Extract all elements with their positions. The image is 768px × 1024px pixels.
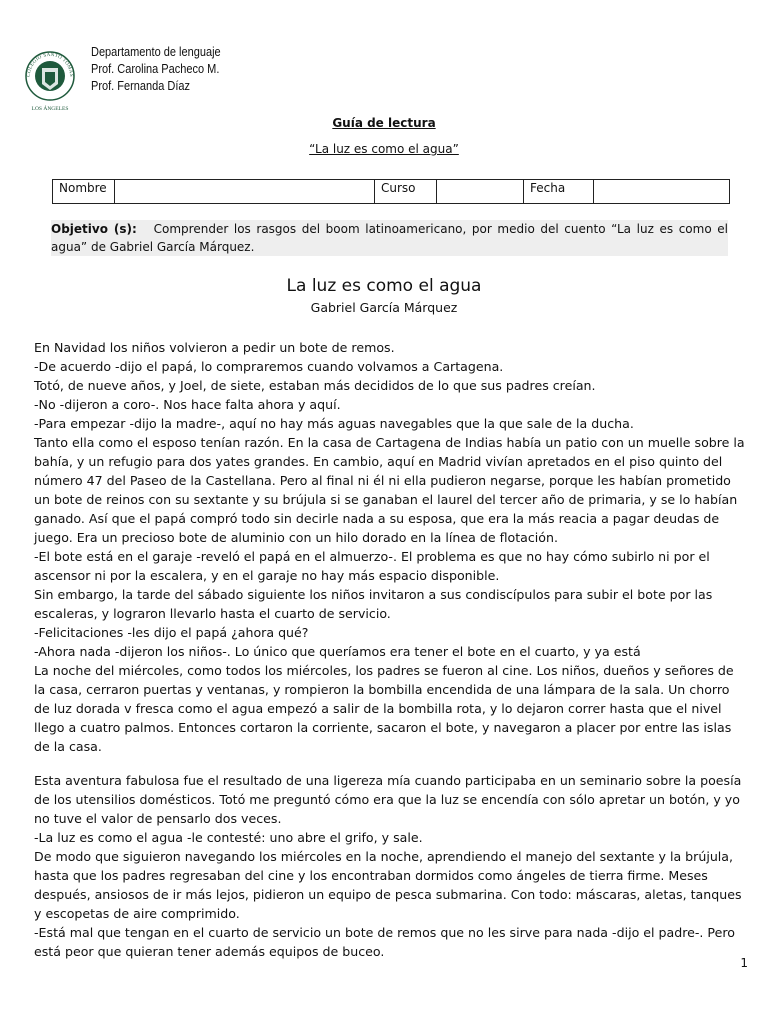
date-field[interactable] xyxy=(594,180,730,204)
story-paragraph: -La luz es como el agua -le contesté: uno abre el grifo, y sale. xyxy=(34,830,423,845)
story-body xyxy=(34,338,746,961)
page-number: 1 xyxy=(740,956,748,970)
name-field[interactable] xyxy=(115,180,375,204)
story-paragraph: La noche del miércoles, como todos los miércoles, los padres se fueron al cine. Los niños, dueños y señores de la casa, cerraron puertas y ventanas, y rompieron la bombilla encendida de una lámpara de la sala. Un chorro de luz dorada v fresca como el agua empezó a salir de la bombilla rota, y lo dejaron correr hasta que el nivel llego a cuatro palmos. Entonces cortaron la corriente, sacaron el bote, y navegaron a placer por entre las islas de la casa. xyxy=(34,663,734,754)
story-title: La luz es como el agua xyxy=(286,276,482,296)
story-paragraph: -El bote está en el garaje -reveló el papá en el almuerzo-. El problema es que no hay cómo subirlo ni por el ascensor ni por la escalera, y en el garaje no hay más espacio disponible. xyxy=(34,549,710,583)
story-paragraph: Sin embargo, la tarde del sábado siguiente los niños invitaron a sus condiscípulos para subir el bote por las escaleras, y lograron llevarlo hasta el cuarto de servicio. xyxy=(34,587,713,621)
logo-city-text: LOS ÁNGELES xyxy=(31,106,69,112)
story-paragraph: -Ahora nada -dijeron los niños-. Lo único que queríamos era tener el bote en el cuarto, y ya está xyxy=(34,644,641,659)
story-paragraph: -Para empezar -dijo la madre-, aquí no hay más aguas navegables que la que sale de la ducha. xyxy=(34,416,634,431)
story-paragraph: En Navidad los niños volvieron a pedir un bote de remos. xyxy=(34,340,395,355)
document-header xyxy=(91,44,221,95)
department-name: Departamento de lenguaje xyxy=(91,45,221,59)
paragraph-gap xyxy=(34,756,746,771)
story-author: Gabriel García Márquez xyxy=(310,300,458,315)
story-paragraph: Tanto ella como el esposo tenían razón. En la casa de Cartagena de Indias había un patio con un muelle sobre la bahía, y un refugio para dos yates grandes. En cambio, aquí en Madrid vivían apretados en el piso quinto del número 47 del Paseo de la Castellana. Pero al final ni él ni ella pudieron negarse, porque les habían prometido un bote de reinos con su sextante y su brújula si se ganaban el laurel del tercer año de primaria, y se lo habían ganado. Así que el papá compró todo sin decirle nada a su esposa, que era la más reacia a pagar deudas de juego. Era un precioso bote de aluminio con un hilo dorado en la línea de flotación. xyxy=(34,435,745,545)
story-paragraph: Totó, de nueve años, y Joel, de siete, estaban más decididos de lo que sus padres creían. xyxy=(34,378,596,393)
story-paragraph: Esta aventura fabulosa fue el resultado de una ligereza mía cuando participaba en un seminario sobre la poesía de los utensilios domésticos. Totó me preguntó cómo era que la luz se encendía con sólo apretar un botón, y yo no tuve el valor de pensarlo dos veces. xyxy=(34,773,742,826)
school-logo xyxy=(22,46,78,116)
course-label: Curso xyxy=(375,180,437,204)
date-label: Fecha xyxy=(524,180,594,204)
guide-story-title: “La luz es como el agua” xyxy=(309,142,459,156)
teacher-name-2: Prof. Fernanda Díaz xyxy=(91,79,191,93)
story-paragraph: -Felicitaciones -les dijo el papá ¿ahora qué? xyxy=(34,625,309,640)
teacher-name-1: Prof. Carolina Pacheco M. xyxy=(91,62,220,76)
story-paragraph: -De acuerdo -dijo el papá, lo compraremos cuando volvamos a Cartagena. xyxy=(34,359,504,374)
student-info-table xyxy=(52,179,730,204)
objective-box: Objetivo (s): Comprender los rasgos del boom latinoamericano, por medio del cuento “La luz es como el agua” de Gabriel García Márquez. xyxy=(51,222,728,254)
objective-label: Objetivo (s) xyxy=(51,222,133,236)
story-paragraph: -Está mal que tengan en el cuarto de servicio un bote de remos que no les sirve para nada -dijo el padre-. Pero está peor que quieran tener además equipos de buceo. xyxy=(34,925,735,959)
guide-label: Guía de lectura xyxy=(332,116,436,130)
objective-text: Comprender los rasgos del boom latinoamericano, por medio del cuento “La luz es como el agua” de Gabriel García Márquez. xyxy=(51,222,728,254)
story-paragraph: De modo que siguieron navegando los miércoles en la noche, aprendiendo el manejo del sextante y la brújula, hasta que los padres regresaban del cine y los encontraban dormidos como ángeles de tierra firme. Meses después, ansiosos de ir más lejos, pidieron un equipo de pesca submarina. Con todo: máscaras, aletas, tanques y escopetas de aire comprimido. xyxy=(34,849,742,921)
logo-ring-text: COLEGIO SANTO TOMÁS xyxy=(26,52,74,78)
name-label: Nombre xyxy=(53,180,115,204)
story-paragraph: -No -dijeron a coro-. Nos hace falta ahora y aquí. xyxy=(34,397,341,412)
course-field[interactable] xyxy=(437,180,524,204)
